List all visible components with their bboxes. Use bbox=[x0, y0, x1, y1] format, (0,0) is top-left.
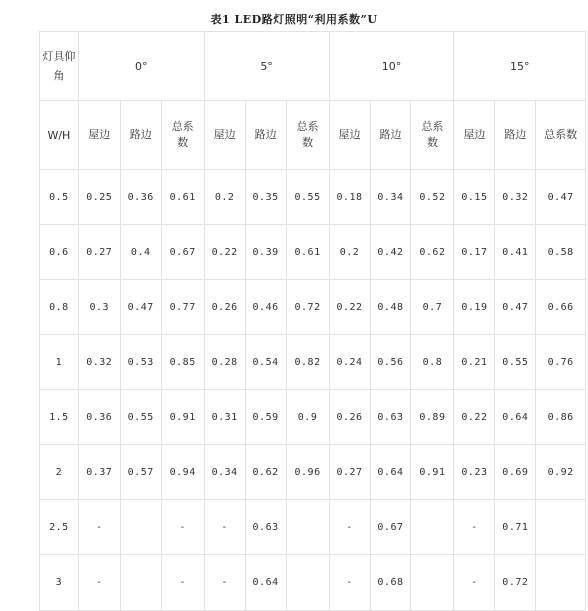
table-cell: 0.9 bbox=[286, 390, 329, 445]
wh-value: 1.5 bbox=[40, 390, 79, 445]
table-cell: 0.39 bbox=[245, 225, 286, 280]
table-cell: 0.63 bbox=[370, 390, 411, 445]
table-cell: 0.41 bbox=[495, 225, 536, 280]
wh-value: 2 bbox=[40, 445, 79, 500]
table-cell: 0.15 bbox=[454, 170, 495, 225]
column-header: 总系数 bbox=[411, 101, 454, 170]
table-cell: 0.22 bbox=[454, 390, 495, 445]
utilization-table bbox=[39, 31, 586, 611]
table-cell: 0.62 bbox=[245, 445, 286, 500]
table-cell: 0.68 bbox=[370, 555, 411, 611]
table-cell: - bbox=[78, 555, 120, 611]
table-cell: 0.48 bbox=[370, 280, 411, 335]
table-cell: 0.36 bbox=[120, 170, 161, 225]
angle-header-5: 5° bbox=[204, 32, 329, 101]
table-cell: - bbox=[161, 555, 204, 611]
column-header: 总系数 bbox=[286, 101, 329, 170]
table-cell: 0.71 bbox=[495, 500, 536, 555]
column-header: 总系数 bbox=[161, 101, 204, 170]
angle-header-10: 10° bbox=[329, 32, 454, 101]
table-cell: 0.34 bbox=[370, 170, 411, 225]
table-cell: 0.2 bbox=[329, 225, 370, 280]
table-cell: - bbox=[78, 500, 120, 555]
table-row bbox=[40, 390, 586, 445]
table-cell: 0.26 bbox=[204, 280, 245, 335]
table-cell: 0.94 bbox=[161, 445, 204, 500]
table-cell: 0.55 bbox=[495, 335, 536, 390]
table-cell: 0.35 bbox=[245, 170, 286, 225]
table-cell: 0.64 bbox=[370, 445, 411, 500]
table-cell: 0.64 bbox=[495, 390, 536, 445]
table-cell: 0.85 bbox=[161, 335, 204, 390]
table-row bbox=[40, 335, 586, 390]
table-title: 表1 LED路灯照明“利用系数”U bbox=[210, 13, 378, 26]
column-header: 总系数 bbox=[536, 101, 586, 170]
table-cell: 0.27 bbox=[78, 225, 120, 280]
table-cell: - bbox=[204, 500, 245, 555]
column-header-row bbox=[40, 101, 586, 170]
table-cell bbox=[120, 500, 161, 555]
wh-value: 0.5 bbox=[40, 170, 79, 225]
table-row bbox=[40, 170, 586, 225]
table-cell: 0.64 bbox=[245, 555, 286, 611]
table-cell: 0.82 bbox=[286, 335, 329, 390]
table-cell: - bbox=[161, 500, 204, 555]
table-cell: 0.89 bbox=[411, 390, 454, 445]
table-cell: 0.72 bbox=[286, 280, 329, 335]
wh-value: 1 bbox=[40, 335, 79, 390]
wh-value: 0.8 bbox=[40, 280, 79, 335]
table-cell: 0.55 bbox=[286, 170, 329, 225]
table-cell: 0.69 bbox=[495, 445, 536, 500]
table-cell: 0.32 bbox=[78, 335, 120, 390]
table-cell: 0.67 bbox=[161, 225, 204, 280]
table-cell: 0.2 bbox=[204, 170, 245, 225]
table-cell: - bbox=[204, 555, 245, 611]
table-cell: 0.42 bbox=[370, 225, 411, 280]
table-cell: 0.53 bbox=[120, 335, 161, 390]
table-cell bbox=[536, 555, 586, 611]
table-row bbox=[40, 280, 586, 335]
table-cell: 0.61 bbox=[161, 170, 204, 225]
table-cell: 0.8 bbox=[411, 335, 454, 390]
angle-header-0: 0° bbox=[78, 32, 204, 101]
table-cell: 0.52 bbox=[411, 170, 454, 225]
table-cell: - bbox=[329, 555, 370, 611]
column-header: 路边 bbox=[495, 101, 536, 170]
column-header: 路边 bbox=[370, 101, 411, 170]
table-cell: 0.57 bbox=[120, 445, 161, 500]
table-cell: 0.62 bbox=[411, 225, 454, 280]
column-header: 路边 bbox=[120, 101, 161, 170]
table-cell: 0.23 bbox=[454, 445, 495, 500]
table-cell: 0.56 bbox=[370, 335, 411, 390]
table-cell: 0.22 bbox=[204, 225, 245, 280]
table-row bbox=[40, 500, 586, 555]
table-cell: 0.61 bbox=[286, 225, 329, 280]
table-cell: - bbox=[329, 500, 370, 555]
wh-label: W/H bbox=[40, 101, 79, 170]
table-cell: 0.18 bbox=[329, 170, 370, 225]
table-cell: 0.92 bbox=[536, 445, 586, 500]
table-cell: 0.58 bbox=[536, 225, 586, 280]
table-cell: 0.32 bbox=[495, 170, 536, 225]
table-cell: 0.25 bbox=[78, 170, 120, 225]
wh-value: 3 bbox=[40, 555, 79, 611]
corner-label: 灯具仰角 bbox=[40, 32, 79, 101]
table-cell bbox=[286, 555, 329, 611]
table-cell: 0.77 bbox=[161, 280, 204, 335]
table-row bbox=[40, 225, 586, 280]
angle-header-15: 15° bbox=[454, 32, 586, 101]
wh-value: 2.5 bbox=[40, 500, 79, 555]
table-cell: 0.59 bbox=[245, 390, 286, 445]
table-cell: 0.21 bbox=[454, 335, 495, 390]
table-cell: 0.66 bbox=[536, 280, 586, 335]
table-cell: 0.17 bbox=[454, 225, 495, 280]
table-cell: 0.37 bbox=[78, 445, 120, 500]
column-header: 屋边 bbox=[78, 101, 120, 170]
table-cell: 0.36 bbox=[78, 390, 120, 445]
table-cell: - bbox=[454, 500, 495, 555]
table-cell: 0.22 bbox=[329, 280, 370, 335]
table-row bbox=[40, 445, 586, 500]
table-cell: 0.24 bbox=[329, 335, 370, 390]
table-cell: 0.63 bbox=[245, 500, 286, 555]
table-cell bbox=[411, 555, 454, 611]
table-cell: - bbox=[454, 555, 495, 611]
table-cell: 0.86 bbox=[536, 390, 586, 445]
table-cell: 0.46 bbox=[245, 280, 286, 335]
table-cell: 0.7 bbox=[411, 280, 454, 335]
column-header: 屋边 bbox=[329, 101, 370, 170]
table-cell bbox=[536, 500, 586, 555]
table-cell: 0.96 bbox=[286, 445, 329, 500]
table-cell: 0.19 bbox=[454, 280, 495, 335]
table-cell: 0.28 bbox=[204, 335, 245, 390]
table-cell: 0.47 bbox=[120, 280, 161, 335]
column-header: 屋边 bbox=[454, 101, 495, 170]
table-cell: 0.27 bbox=[329, 445, 370, 500]
table-cell: 0.72 bbox=[495, 555, 536, 611]
table-cell: 0.67 bbox=[370, 500, 411, 555]
table-cell: 0.55 bbox=[120, 390, 161, 445]
table-cell: 0.54 bbox=[245, 335, 286, 390]
table-cell: 0.3 bbox=[78, 280, 120, 335]
table-cell: 0.47 bbox=[536, 170, 586, 225]
column-header: 路边 bbox=[245, 101, 286, 170]
table-cell: 0.34 bbox=[204, 445, 245, 500]
table-cell bbox=[411, 500, 454, 555]
angle-header-row bbox=[40, 32, 586, 101]
column-header: 屋边 bbox=[204, 101, 245, 170]
table-cell: 0.47 bbox=[495, 280, 536, 335]
table-row bbox=[40, 555, 586, 611]
table-cell: 0.26 bbox=[329, 390, 370, 445]
table-cell: 0.4 bbox=[120, 225, 161, 280]
table-cell: 0.91 bbox=[411, 445, 454, 500]
table-cell: 0.31 bbox=[204, 390, 245, 445]
wh-value: 0.6 bbox=[40, 225, 79, 280]
table-cell bbox=[286, 500, 329, 555]
table-cell bbox=[120, 555, 161, 611]
table-cell: 0.76 bbox=[536, 335, 586, 390]
table-cell: 0.91 bbox=[161, 390, 204, 445]
